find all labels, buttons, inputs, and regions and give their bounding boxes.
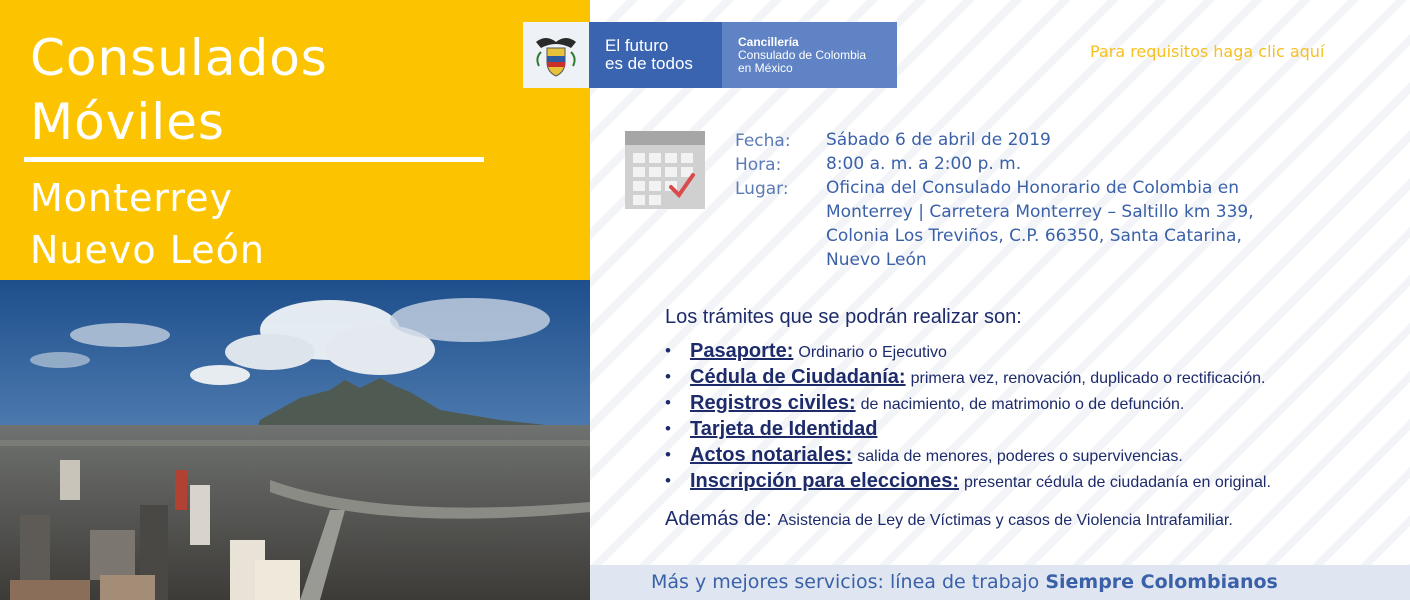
place-line2: Monterrey | Carretera Monterrey – Saltillo km 339, (826, 202, 1254, 222)
service-key: Pasaporte: (690, 340, 794, 362)
org-line3: en México (738, 60, 793, 75)
list-item: • Actos notariales: salida de menores, poderes o supervivencias. (665, 444, 1183, 466)
date-label: Fecha: (735, 131, 791, 151)
additional-key: Además de: (665, 508, 772, 530)
time-label: Hora: (735, 155, 782, 175)
service-key: Inscripción para elecciones: (690, 470, 959, 492)
service-key: Registros civiles: (690, 392, 856, 414)
place-line1: Oficina del Consulado Honorario de Colombia en (826, 178, 1240, 198)
footer-banner (590, 565, 1410, 600)
brand-slogan (589, 22, 722, 88)
place-label: Lugar: (735, 179, 789, 199)
list-item: • Inscripción para elecciones: presentar cédula de ciudadanía en original. (665, 470, 1271, 492)
hero-title-line2: Móviles (30, 93, 225, 151)
additional-text: Asistencia de Ley de Víctimas y casos de Violencia Intrafamiliar. (777, 512, 1233, 529)
hero-city-line2: Nuevo León (30, 228, 265, 272)
list-item: • Tarjeta de Identidad (665, 418, 878, 440)
footer-text-main: Más y mejores servicios: línea de trabajo (651, 571, 1040, 593)
services-heading: Los trámites que se podrán realizar son: (665, 306, 1022, 328)
list-item: • Cédula de Ciudadanía: primera vez, renovación, duplicado o rectificación. (665, 366, 1266, 388)
brand-logo (523, 22, 897, 88)
place-line3: Colonia Los Treviños, C.P. 66350, Santa Catarina, (826, 226, 1242, 246)
calendar-check-icon (625, 131, 705, 211)
slogan-line2: es de todos (605, 54, 693, 73)
place-value (826, 176, 1346, 272)
list-item: • Registros civiles: de nacimiento, de matrimonio o de defunción. (665, 392, 1185, 414)
services-list (665, 338, 1385, 494)
time-value: 8:00 a. m. a 2:00 p. m. (826, 154, 1022, 174)
org-line2: Consulado de Colombia (738, 47, 867, 62)
date-value: Sábado 6 de abril de 2019 (826, 130, 1051, 150)
service-text: salida de menores, poderes o supervivencias. (857, 448, 1183, 465)
hero-city (30, 172, 265, 276)
additional-services (665, 508, 1233, 531)
service-text: primera vez, renovación, duplicado o rectificación. (910, 370, 1266, 387)
service-text: Ordinario o Ejecutivo (798, 344, 947, 361)
brand-org (722, 22, 897, 88)
footer-text (651, 565, 1278, 600)
footer-text-strong: Siempre Colombianos (1045, 571, 1278, 593)
list-item: • Pasaporte: Ordinario o Ejecutivo (665, 340, 947, 362)
title-divider (24, 157, 484, 162)
requirements-link[interactable]: Para requisitos haga clic aquí (1090, 42, 1325, 61)
hero-city-line1: Monterrey (30, 176, 234, 220)
service-text: de nacimiento, de matrimonio o de defunción. (860, 396, 1185, 413)
hero-title (30, 26, 328, 154)
service-key: Cédula de Ciudadanía: (690, 366, 906, 388)
service-key: Actos notariales: (690, 444, 853, 466)
org-line1: Cancillería (738, 34, 799, 49)
slogan-line1: El futuro (605, 36, 669, 55)
coat-of-arms-icon (523, 22, 589, 88)
hero-panel (0, 0, 590, 280)
service-key: Tarjeta de Identidad (690, 418, 878, 440)
place-line4: Nuevo León (826, 250, 927, 270)
service-text: presentar cédula de ciudadanía en original. (964, 474, 1271, 491)
monterrey-photo (0, 280, 590, 600)
hero-title-line1: Consulados (30, 29, 328, 87)
